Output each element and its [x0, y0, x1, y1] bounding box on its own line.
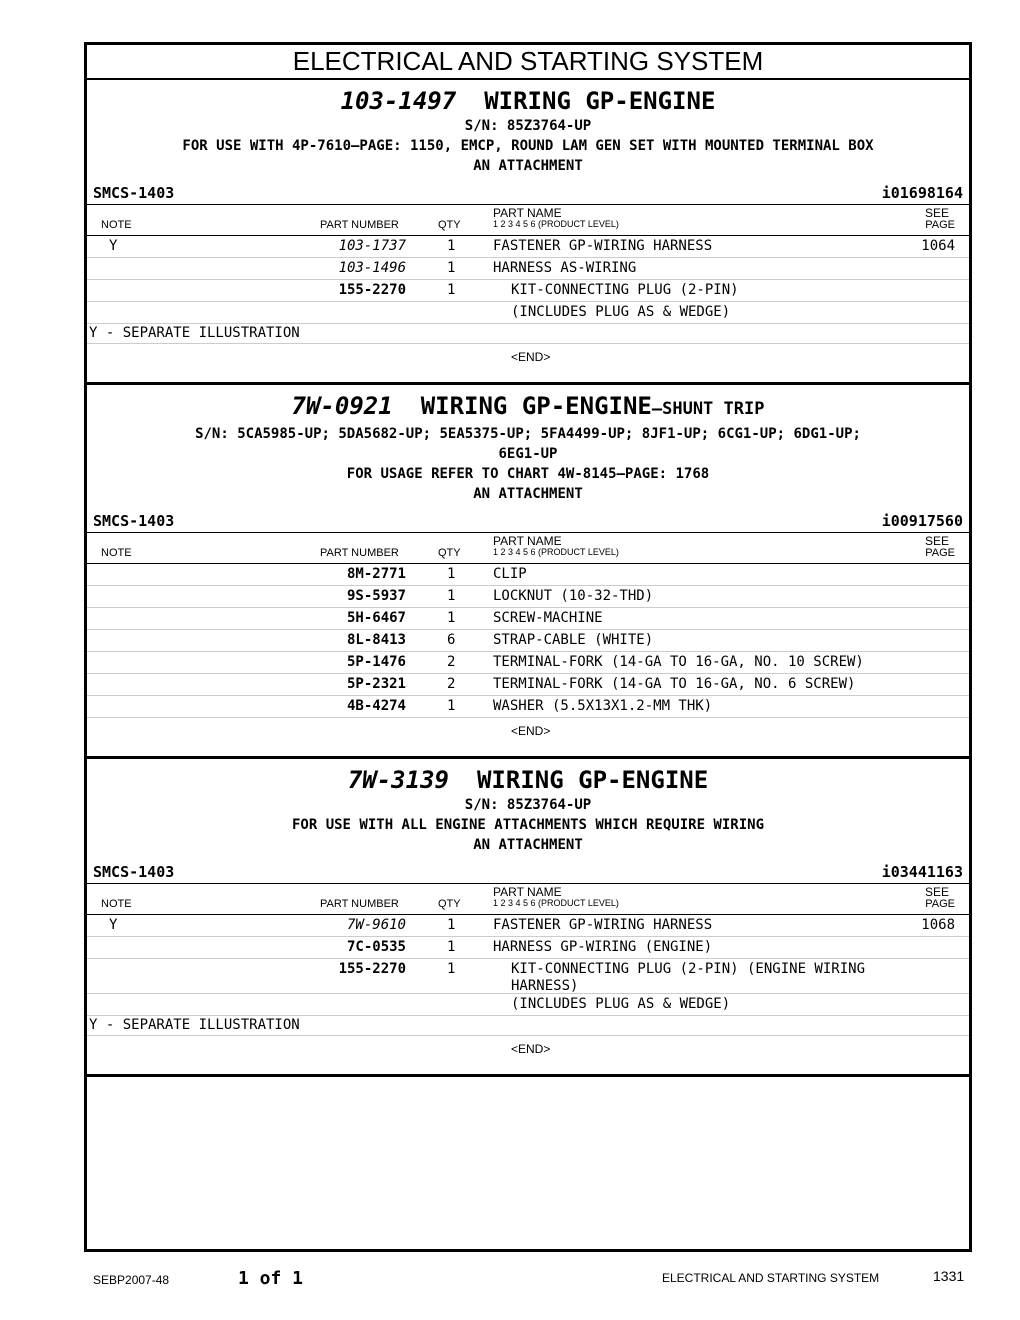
row-part-number: 7C-0535 — [346, 939, 406, 955]
column-header-row — [87, 205, 969, 236]
row-part-name: TERMINAL-FORK (14-GA TO 16-GA, NO. 6 SCREW) — [493, 676, 856, 692]
table-row — [87, 236, 969, 258]
section-title-suffix: —SHUNT TRIP — [651, 399, 765, 419]
row-part-name: WASHER (5.5X13X1.2-MM THK) — [493, 698, 713, 714]
section-header — [87, 759, 969, 855]
row-part-name: FASTENER GP-WIRING HARNESS — [493, 238, 713, 254]
row-part-number: 9S-5937 — [346, 588, 406, 604]
row-part-number: 7W-9610 — [346, 917, 406, 933]
row-part-name: FASTENER GP-WIRING HARNESS — [493, 917, 713, 933]
row-qty: 1 — [447, 610, 456, 626]
footer-doc-id: SEBP2007-48 — [93, 1273, 170, 1287]
row-qty: 1 — [447, 566, 456, 582]
row-qty: 1 — [447, 282, 456, 298]
footer — [0, 1268, 1020, 1292]
row-part-name: SCREW-MACHINE — [493, 610, 603, 626]
smcs-row — [87, 861, 969, 884]
section-part-number: 7W-0921 — [291, 392, 393, 420]
col-page: PAGE — [925, 898, 955, 910]
column-header-row — [87, 533, 969, 564]
end-marker-row — [87, 718, 969, 756]
row-qty: 1 — [447, 588, 456, 604]
table-row — [87, 994, 969, 1016]
col-product-levels: 1 2 3 4 5 6 (PRODUCT LEVEL) — [493, 219, 619, 229]
end-marker: <END> — [511, 724, 551, 738]
table-row — [87, 586, 969, 608]
table-row — [87, 280, 969, 302]
end-marker: <END> — [511, 1042, 551, 1056]
note-legend — [87, 1016, 969, 1036]
table-row — [87, 258, 969, 280]
col-page: PAGE — [925, 547, 955, 559]
col-part-name: PART NAME — [493, 885, 562, 899]
section-header-line: AN ATTACHMENT — [473, 837, 583, 853]
row-part-number: 4B-4274 — [346, 698, 406, 714]
col-product-levels: 1 2 3 4 5 6 (PRODUCT LEVEL) — [493, 547, 619, 557]
table-row — [87, 652, 969, 674]
section-header-line: FOR USAGE REFER TO CHART 4W-8145—PAGE: 1768 — [346, 466, 710, 482]
row-qty: 1 — [447, 961, 456, 977]
table-row — [87, 696, 969, 718]
col-note: NOTE — [101, 898, 132, 910]
end-marker-row — [87, 344, 969, 382]
illustration-id: i01698164 — [881, 184, 963, 202]
table-row — [87, 937, 969, 959]
row-part-name: CLIP — [493, 566, 527, 582]
smcs-code: SMCS-1403 — [93, 512, 175, 530]
section-title-text: WIRING GP-ENGINE — [420, 392, 652, 420]
section-part-number: 103-1497 — [340, 87, 457, 115]
col-part-number: PART NUMBER — [320, 547, 399, 559]
col-part-number: PART NUMBER — [320, 898, 399, 910]
section-header-line: FOR USE WITH 4P-7610—PAGE: 1150, EMCP, ROUND LAM GEN SET WITH MOUNTED TERMINAL BOX — [182, 138, 874, 154]
row-part-name: KIT-CONNECTING PLUG (2-PIN) — [511, 282, 739, 298]
smcs-row — [87, 510, 969, 533]
table-row — [87, 959, 969, 994]
row-qty: 1 — [447, 698, 456, 714]
section-header-line: 6EG1-UP — [498, 446, 558, 462]
row-see-page: 1068 — [921, 917, 955, 933]
table-row — [87, 674, 969, 696]
row-part-name: HARNESS GP-WIRING (ENGINE) — [493, 939, 713, 955]
col-part-name: PART NAME — [493, 534, 562, 548]
page-frame — [84, 42, 972, 1252]
section-header — [87, 80, 969, 176]
col-see: SEE — [924, 206, 949, 220]
row-note: Y — [109, 917, 118, 933]
col-product-levels: 1 2 3 4 5 6 (PRODUCT LEVEL) — [493, 898, 619, 908]
sections-container — [87, 80, 969, 1077]
parts-section — [87, 385, 969, 759]
footer-section-title: ELECTRICAL AND STARTING SYSTEM — [662, 1271, 880, 1285]
smcs-code: SMCS-1403 — [93, 184, 175, 202]
end-marker-row — [87, 1036, 969, 1074]
row-part-number: 155-2270 — [338, 282, 406, 298]
row-part-number: 5P-2321 — [346, 676, 406, 692]
section-title — [87, 80, 969, 116]
row-note: Y — [109, 238, 118, 254]
row-part-number: 8L-8413 — [346, 632, 406, 648]
row-part-number: 5H-6467 — [346, 610, 406, 626]
row-part-name: (INCLUDES PLUG AS & WEDGE) — [511, 996, 731, 1012]
col-part-name: PART NAME — [493, 206, 562, 220]
illustration-id: i00917560 — [881, 512, 963, 530]
section-header-line: S/N: 5CA5985-UP; 5DA5682-UP; 5EA5375-UP; 5FA4499-UP; 8JF1-UP; 6CG1-UP; 6DG1-UP; — [195, 426, 861, 442]
note-legend-text: Y - SEPARATE ILLUSTRATION — [89, 1017, 300, 1033]
row-part-number: 8M-2771 — [346, 566, 406, 582]
row-part-name: KIT-CONNECTING PLUG (2-PIN) (ENGINE WIRING HARNESS) — [511, 961, 874, 994]
parts-section — [87, 759, 969, 1077]
col-qty: QTY — [438, 219, 461, 231]
section-header-line: FOR USE WITH ALL ENGINE ATTACHMENTS WHICH REQUIRE WIRING — [291, 817, 764, 833]
col-note: NOTE — [101, 219, 132, 231]
section-title — [87, 385, 969, 424]
table-row — [87, 564, 969, 586]
section-title-text: WIRING GP-ENGINE — [476, 766, 709, 794]
row-qty: 2 — [447, 676, 456, 692]
col-page: PAGE — [925, 219, 955, 231]
row-see-page: 1064 — [921, 238, 955, 254]
row-part-number: 103-1496 — [338, 260, 406, 276]
row-part-number: 5P-1476 — [346, 654, 406, 670]
note-legend-text: Y - SEPARATE ILLUSTRATION — [89, 325, 300, 341]
page-title: ELECTRICAL AND STARTING SYSTEM — [87, 45, 969, 80]
table-row — [87, 630, 969, 652]
row-qty: 1 — [447, 939, 456, 955]
row-part-name: TERMINAL-FORK (14-GA TO 16-GA, NO. 10 SCREW) — [493, 654, 864, 670]
section-part-number: 7W-3139 — [347, 766, 449, 794]
section-header-line: S/N: 85Z3764-UP — [464, 118, 592, 134]
table-row — [87, 915, 969, 937]
col-qty: QTY — [438, 547, 461, 559]
row-qty: 2 — [447, 654, 456, 670]
row-qty: 1 — [447, 917, 456, 933]
col-qty: QTY — [438, 898, 461, 910]
section-title — [87, 759, 969, 795]
illustration-id: i03441163 — [881, 863, 963, 881]
column-header-row — [87, 884, 969, 915]
table-row — [87, 608, 969, 630]
smcs-code: SMCS-1403 — [93, 863, 175, 881]
smcs-row — [87, 182, 969, 205]
footer-page-of: 1 of 1 — [238, 1268, 304, 1289]
col-see: SEE — [924, 534, 949, 548]
section-header-line: AN ATTACHMENT — [473, 486, 583, 502]
row-qty: 6 — [447, 632, 456, 648]
col-note: NOTE — [101, 547, 132, 559]
col-part-number: PART NUMBER — [320, 219, 399, 231]
section-header-line: S/N: 85Z3764-UP — [464, 797, 592, 813]
end-marker: <END> — [511, 350, 551, 364]
row-part-name: (INCLUDES PLUG AS & WEDGE) — [511, 304, 731, 320]
col-see: SEE — [924, 885, 949, 899]
row-part-name: STRAP-CABLE (WHITE) — [493, 632, 654, 648]
row-qty: 1 — [447, 238, 456, 254]
row-qty: 1 — [447, 260, 456, 276]
parts-section — [87, 80, 969, 385]
row-part-name: LOCKNUT (10-32-THD) — [493, 588, 654, 604]
row-part-name: HARNESS AS-WIRING — [493, 260, 637, 276]
section-header-line: AN ATTACHMENT — [473, 158, 583, 174]
row-part-number: 155-2270 — [338, 961, 406, 977]
footer-page-number: 1331 — [933, 1268, 965, 1284]
section-title-text: WIRING GP-ENGINE — [484, 87, 716, 115]
note-legend — [87, 324, 969, 344]
section-header — [87, 385, 969, 504]
row-part-number: 103-1737 — [338, 238, 406, 254]
table-row — [87, 302, 969, 324]
